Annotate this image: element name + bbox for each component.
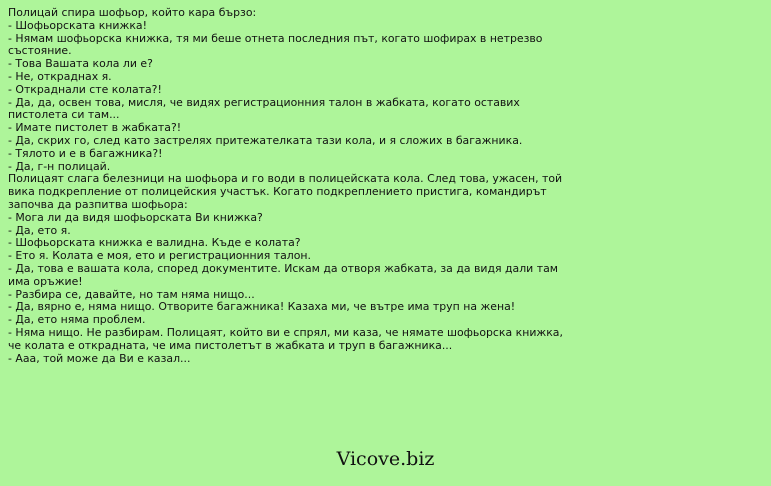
joke-text <box>8 7 568 365</box>
joke-line: - Шофьорската книжка е валидна. Къде е колата? <box>8 236 301 250</box>
joke-line: - Разбира се, давайте, но там няма нищо... <box>8 287 255 301</box>
joke-line: - Ааа, той може да Ви е казал... <box>8 351 191 365</box>
joke-line: - Да, ето я. <box>8 223 71 237</box>
joke-line: Полицаят слага белезници на шофьора и го води в полицейската кола. След това, ужасен, той вика подкрепление от полицейския участък. Когато подкреплението пристига, командирът започва да разпитва шофьора: <box>8 172 563 211</box>
joke-line: - Мога ли да видя шофьорската Ви книжка? <box>8 210 263 224</box>
joke-line: - Имате пистолет в жабката?! <box>8 121 182 135</box>
joke-line: - Тялото и е в багажника?! <box>8 146 163 160</box>
joke-line: - Да, да, освен това, мисля, че видях регистрационния талон в жабката, когато оставих пистолета си там... <box>8 95 520 122</box>
joke-line: - Да, г-н полицай. <box>8 159 111 173</box>
joke-line: - Откраднали сте колата?! <box>8 82 162 96</box>
joke-line: - Да, ето няма проблем. <box>8 313 146 327</box>
joke-line: - Не, откраднах я. <box>8 69 112 83</box>
joke-line: - Ето я. Колата е моя, ето и регистрационния талон. <box>8 249 311 263</box>
site-watermark: Vicove.biz <box>336 448 435 470</box>
joke-line: Полицай спира шофьор, който кара бързо: <box>8 6 257 19</box>
joke-line: - Да, скрих го, след като застрелях притежателката тази кола, и я сложих в багажника. <box>8 133 523 147</box>
joke-line: - Това Вашата кола ли е? <box>8 57 153 71</box>
joke-line: - Няма нищо. Не разбирам. Полицаят, който ви е спрял, ми каза, че нямате шофьорска книжка, че колата е открадната, че има пистолетът в жабката и труп в багажника... <box>8 325 563 352</box>
joke-line: - Нямам шофьорска книжка, тя ми беше отнета последния път, когато шофирах в нетрезво състояние. <box>8 31 543 58</box>
joke-line: - Да, вярно е, няма нищо. Отворите багажника! Казаха ми, че вътре има труп на жена! <box>8 300 516 314</box>
joke-line: - Да, това е вашата кола, според документите. Искам да отворя жабката, за да видя дали там има оръжие! <box>8 261 558 288</box>
joke-line: - Шофьорската книжка! <box>8 18 147 32</box>
